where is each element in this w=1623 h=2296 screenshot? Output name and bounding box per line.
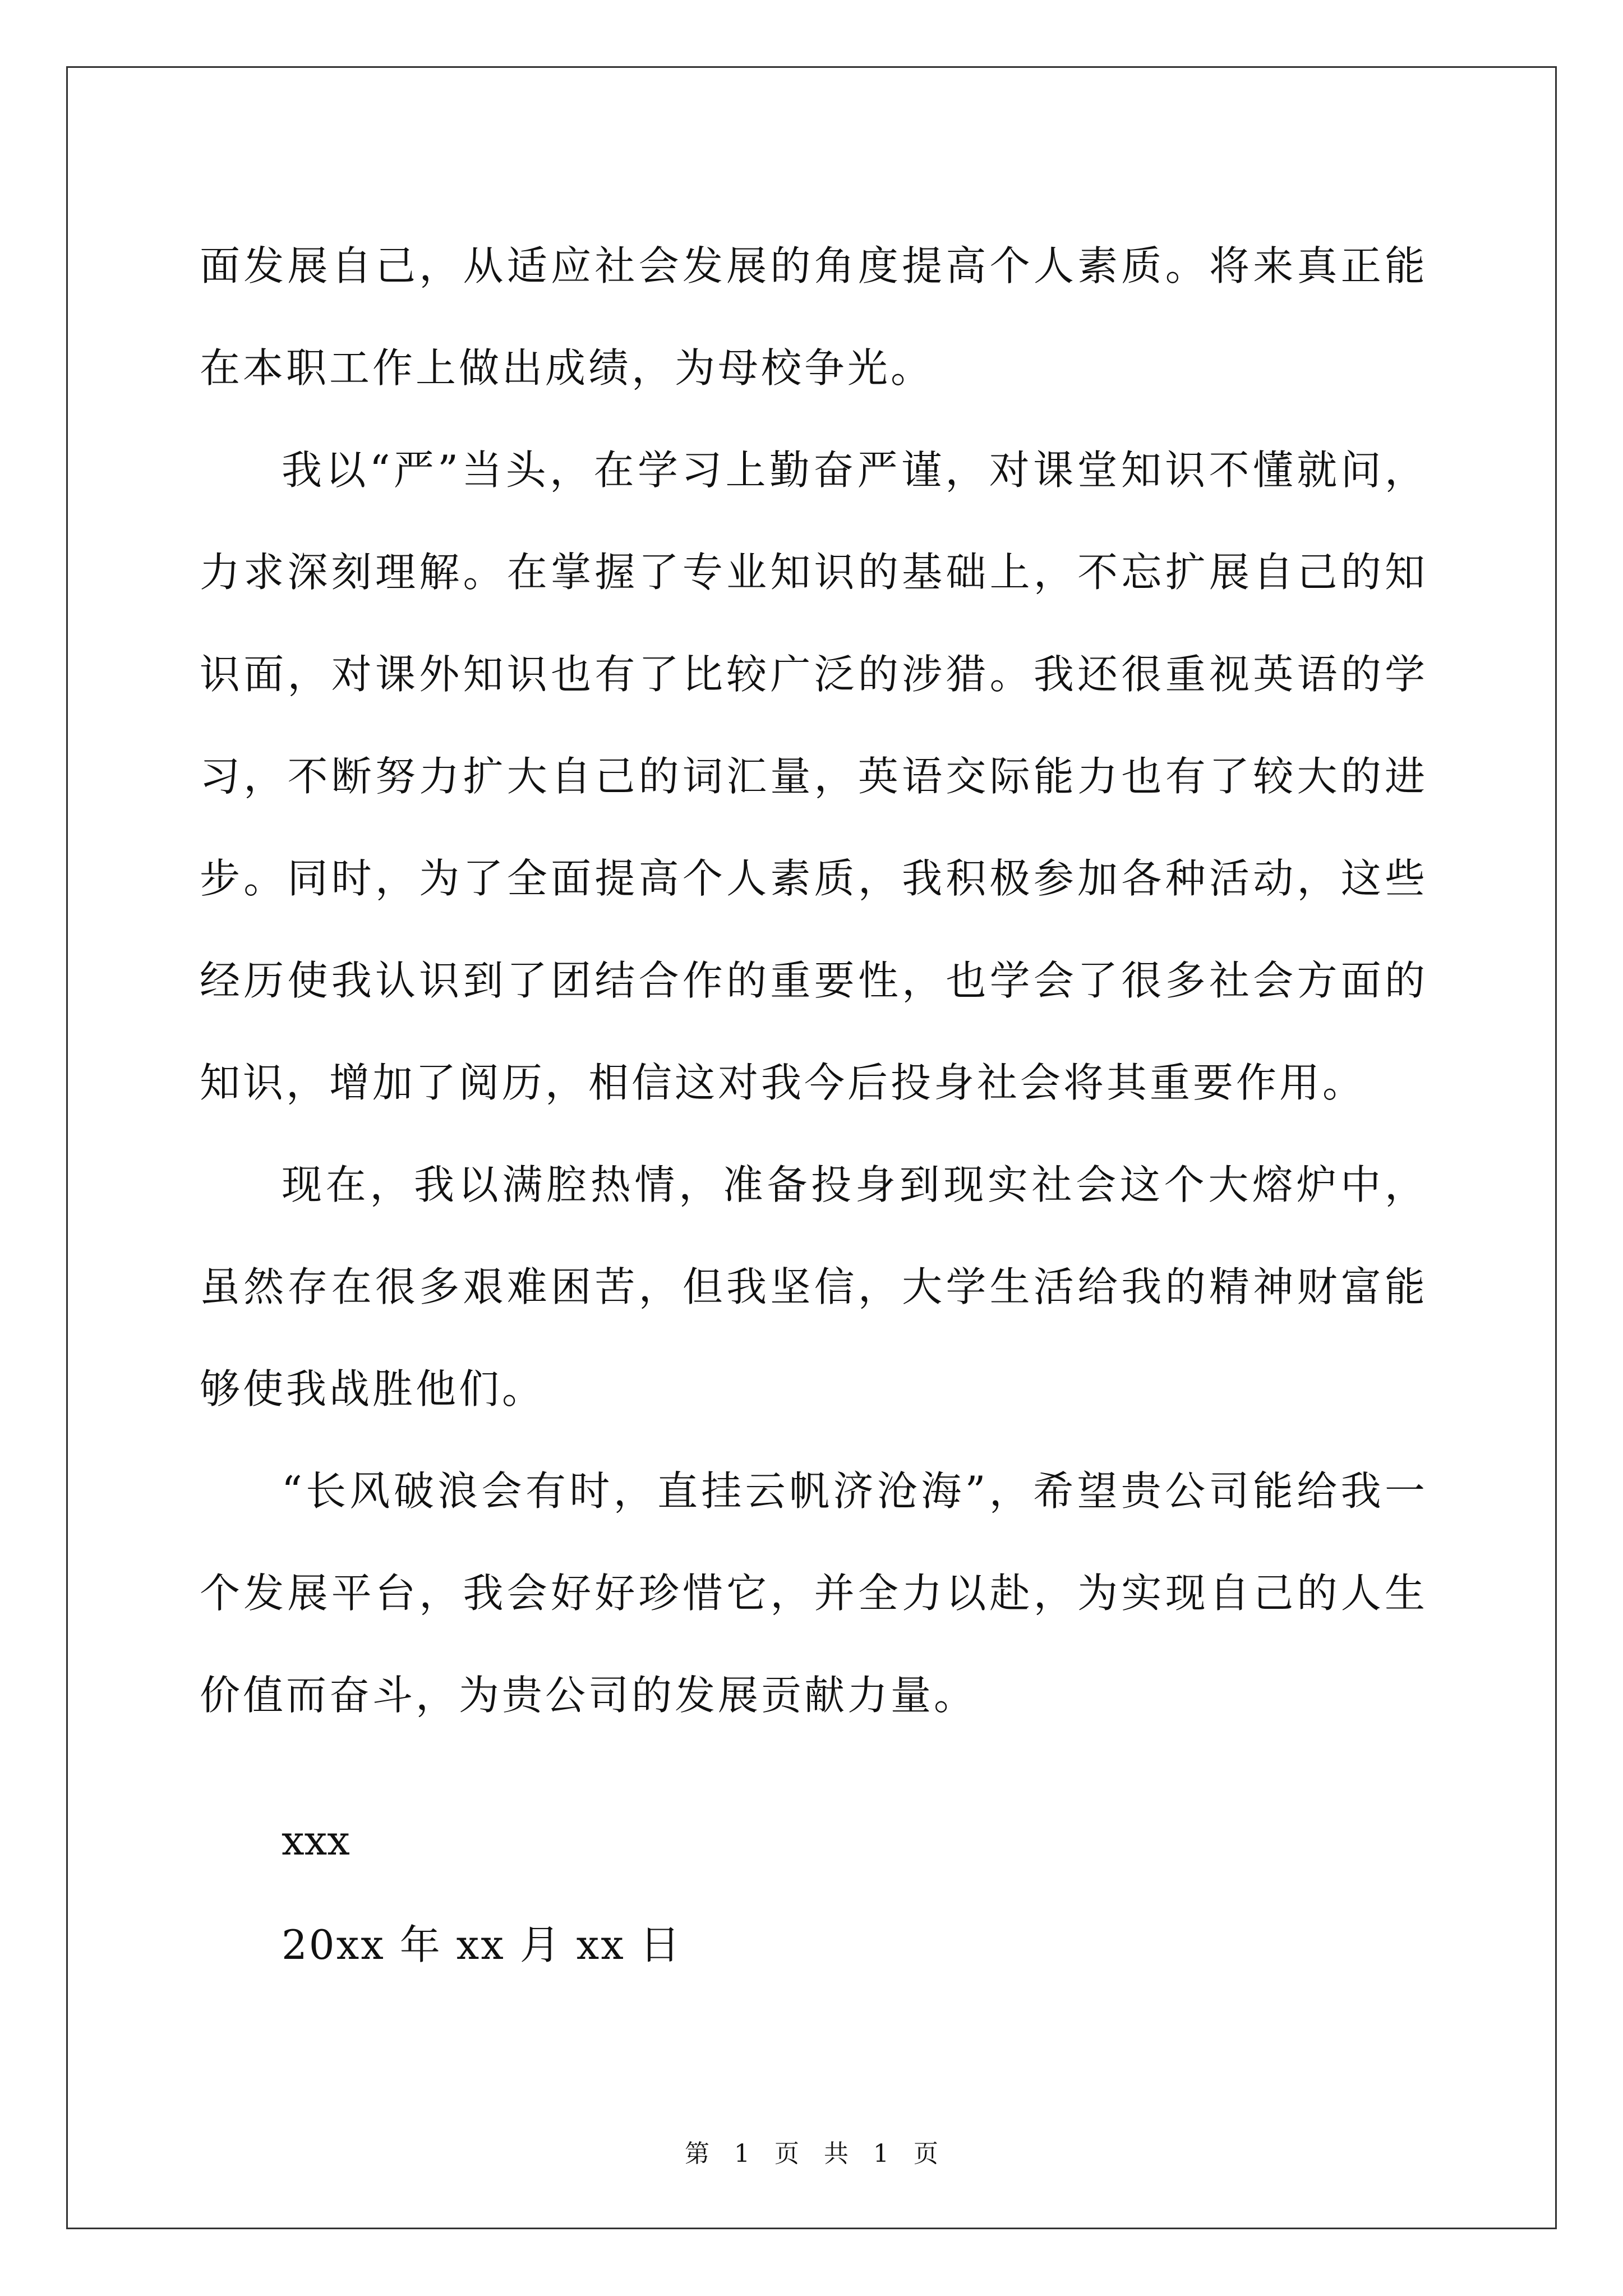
paragraph-3: 现在，我以满腔热情，准备投身到现实社会这个大熔炉中，虽然存在很多艰难困苦，但我坚信，大学生活给我的精神财富能够使我战胜他们。 bbox=[200, 1161, 1428, 1412]
page-footer: 第 1 页 共 1 页 bbox=[685, 2139, 938, 2168]
paragraph-2: 我以“严”当头，在学习上勤奋严谨，对课堂知识不懂就问，力求深刻理解。在掌握了专业知识的基础上，不忘扩展自己的知识面，对课外知识也有了比较广泛的涉猎。我还很重视英语的学习，不断努力扩大自己的词汇量，英语交际能力也有了较大的进步。同时，为了全面提高个人素质，我积极参加各种活动，这些经历使我认识到了团结合作的重要性，也学会了很多社会方面的知识，增加了阅历，相信这对我今后投身社会将其重要作用。 bbox=[200, 447, 1428, 1106]
signature: xxx bbox=[282, 1817, 350, 1864]
paragraph-4: “长风破浪会有时，直挂云帆济沧海”，希望贵公司能给我一个发展平台，我会好好珍惜它，并全力以赴，为实现自己的人生价值而奋斗，为贵公司的发展贡献力量。 bbox=[200, 1467, 1428, 1719]
letter-body bbox=[200, 215, 1428, 1746]
paragraph-1: 面发展自己，从适应社会发展的角度提高个人素质。将来真正能在本职工作上做出成绩，为母校争光。 bbox=[200, 242, 1428, 392]
letter-date: 20xx 年 xx 月 xx 日 bbox=[282, 1921, 682, 1968]
